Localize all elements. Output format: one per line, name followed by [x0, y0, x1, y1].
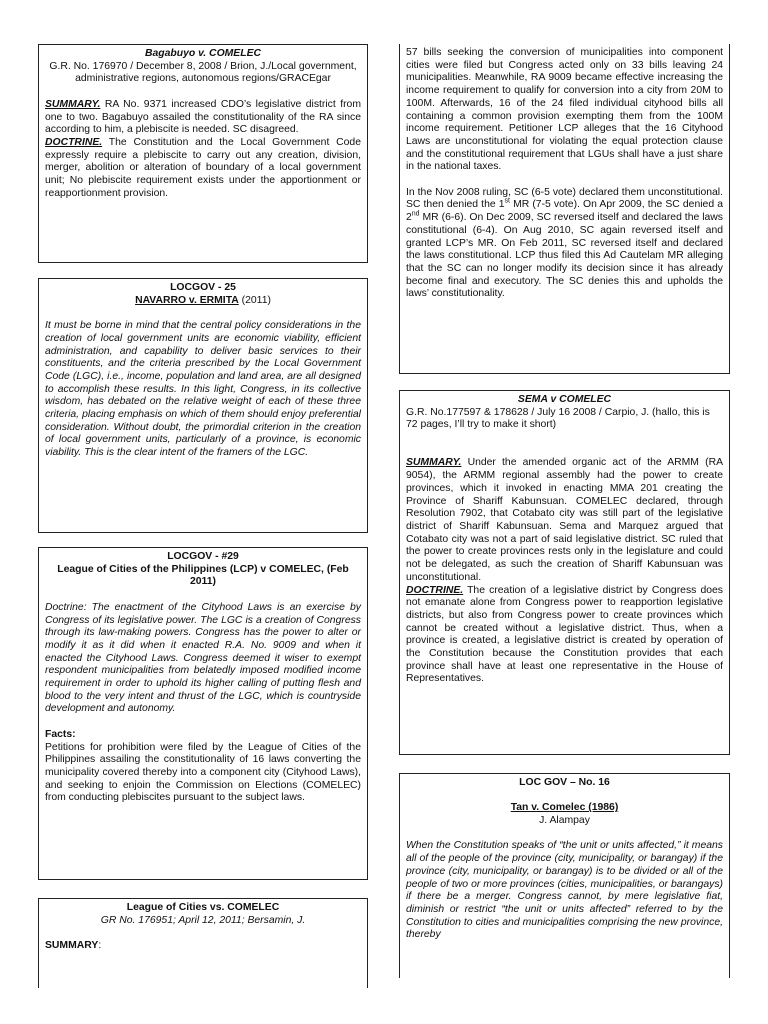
case-card-navarro [38, 278, 368, 533]
summary-label: SUMMARY. [406, 457, 462, 469]
case-name: NAVARRO v. ERMITA [135, 294, 239, 306]
case-title: SEMA v COMELEC [517, 394, 612, 405]
case-card-tan [399, 773, 730, 978]
case-title: League of Cities vs. COMELEC [126, 902, 280, 913]
summary-label: SUMMARY [45, 940, 99, 952]
case-heading: LOC GOV – No. 16 [519, 777, 610, 788]
summary-text: Under the amended organic act of the ARMM (RA 9054), the ARMM regional assembly had the power to create provinces, which it invoked in enacting MMA 201 creating the Province of Shariff Kabunsuan. COMELEC declared, through Resolution 7902, that Cotabato city was still part of the legislative district of Shariff Kabunsuan. Sema and Marquez argued that Cotabato city was not a part of said legislative district. SC ruled that the power to create provinces rests only in the legislature and could not be delegated, as such the creation of Shariff Kabunsuan was unconstitutional. [406, 457, 723, 583]
case-citation: GR No. 176951; April 12, 2011; Bersamin, J. [100, 914, 306, 926]
case-year: (2011) [238, 294, 271, 306]
case-heading: LOCGOV - 25 [170, 282, 236, 293]
doctrine-text: Doctrine: The enactment of the Cityhood Laws is an exercise by Congress of its legislative power. The LGC is a creation of Congress through its law-making powers. Congress has the power to alter or modify it as it did when it enacted R.A. No. 9009 and when it enacted the Cityhood Laws. Congress deemed it wiser to exempt respondent municipalities from belatedly imposed modified income requirement in order to uphold its higher calling of putting flesh and blood to the very intent and thrust of the LGC, which is countryside development and autonomy. [45, 601, 361, 715]
case-body: When the Constitution speaks of “the unit or units affected,” it means all of the people of the province (city, municipality, or barangay) if the province (city, municipality, or barangay) is to be divided or all of the people of two or more provinces (cities, municipalities, or barangays) if there be a merger. Congress cannot, by mere legislative fiat, diminish or restrict “the unit or units affected” referred to by the Constitution to cities and municipalities comprising the new province, thereby [406, 840, 723, 941]
case-heading: LOCGOV - #29 [167, 551, 239, 562]
case-card-lcp-feb-2011 [38, 547, 368, 880]
case-card-bagabuyo [38, 44, 368, 263]
case-body: It must be borne in mind that the central policy considerations in the creation of local government units are economic viability, efficient administration, and capability to deliver basic services to their constituents, and the criteria prescribed by the Local Government Code (LGC), i.e., income, population and land area, are all designed to accomplish these results. In this light, Congress, in its collective wisdom, has debated on the relative weight of each of these three criteria, placing emphasis on which of them should enjoy preferential consideration. Without doubt, the primordial criterion in the creation of local government units, particularly of a province, is economic viability. This is the clear intent of the framers of the LGC. [45, 320, 361, 459]
continuation-paragraph: 57 bills seeking the conversion of municipalities into component cities were filed but Congress acted only on 33 bills leaving 24 municipalities. Meanwhile, RA 9009 became effective increasing the income requirement to qualify for conversion into a city from 20M to 100M. Afterwards, 16 of the 24 filed individual cityhood bills all containing a common provision exempting them from the 100M income requirement. Petitioner LCP alleges that the 16 Cityhood Laws are unconstitutional for violating the equal protection clause and the constitutional requirement that LGUs shall have a just share in the national taxes. [406, 47, 723, 173]
doctrine-text: The creation of a legislative district by Congress does not emanate alone from Congress power to reapportion legislative districts, but also from Congress power to create provinces which cannot be created without a legislative district. Thus, when a province is created, a legislative district is created by operation of the Constitution because the Constitution provides that each province shall have at least one representative in the House of Representatives. [406, 584, 723, 685]
case-card-sema [399, 390, 730, 755]
case-citation: G.R. No.177597 & 178628 / July 16 2008 / Carpio, J. (hallo, this is 72 pages, I’ll try to make it short) [406, 406, 710, 431]
case-citation: G.R. No. 176970 / December 8, 2008 / Brion, J./Local government, administrative regions, autonomous regions/GRACEgar [49, 60, 357, 85]
doctrine-label: DOCTRINE. [45, 136, 103, 148]
summary-colon: : [98, 940, 102, 952]
case-name: Tan v. Comelec (1986) [510, 802, 619, 814]
doctrine-label: DOCTRINE. [406, 584, 464, 596]
case-title: Bagabuyo v. COMELEC [144, 48, 262, 59]
ruling-history-paragraph: In the Nov 2008 ruling, SC (6-5 vote) declared them unconstitutional. SC then denied the 1st MR (7-5 vote). On Apr 2009, the SC denied a 2nd MR (6-6). On Dec 2009, SC reversed itself and declared the laws constitutional (6-4). On Aug 2010, SC again reversed itself and granted LCP’s MR. On Feb 2011, SC reversed itself and declared the laws constitutional. LCP thus filed this Ad Cautelam MR alleging that the SC can no longer modify its decision since it has already become final and executory. The SC denies this and upholds the laws’ constitutionality. [406, 186, 723, 300]
summary-text: RA No. 9371 increased CDO’s legislative district from one to two. Bagabuyo assailed the constitutionality of the RA since according to him, a plebiscite is needed. SC disagreed. [45, 98, 361, 136]
case-card-lcp-apr-2011 [38, 898, 368, 988]
facts-text: Petitions for prohibition were filed by the League of Cities of the Philippines assailing the constitutionality of 16 laws converting the municipality covered thereby into a component city (Cityhood Laws), and seeking to enjoin the Commission on Elections (COMELEC) from conducting plebiscites pursuant to the subject laws. [45, 741, 361, 804]
case-card-lcp-continuation [399, 44, 730, 374]
case-title: League of Cities of the Philippines (LCP) v COMELEC, (Feb 2011) [57, 563, 349, 588]
summary-label: SUMMARY. [45, 98, 101, 110]
facts-label: Facts: [45, 728, 76, 740]
doctrine-text: The Constitution and the Local Government Code expressly require a plebiscite to carry out any creation, division, merger, abolition or alteration of boundary of a local government unit; No plebiscite requirement exists under the apportionment or reapportionment provision. [45, 136, 361, 199]
case-ponente: J. Alampay [539, 815, 590, 827]
